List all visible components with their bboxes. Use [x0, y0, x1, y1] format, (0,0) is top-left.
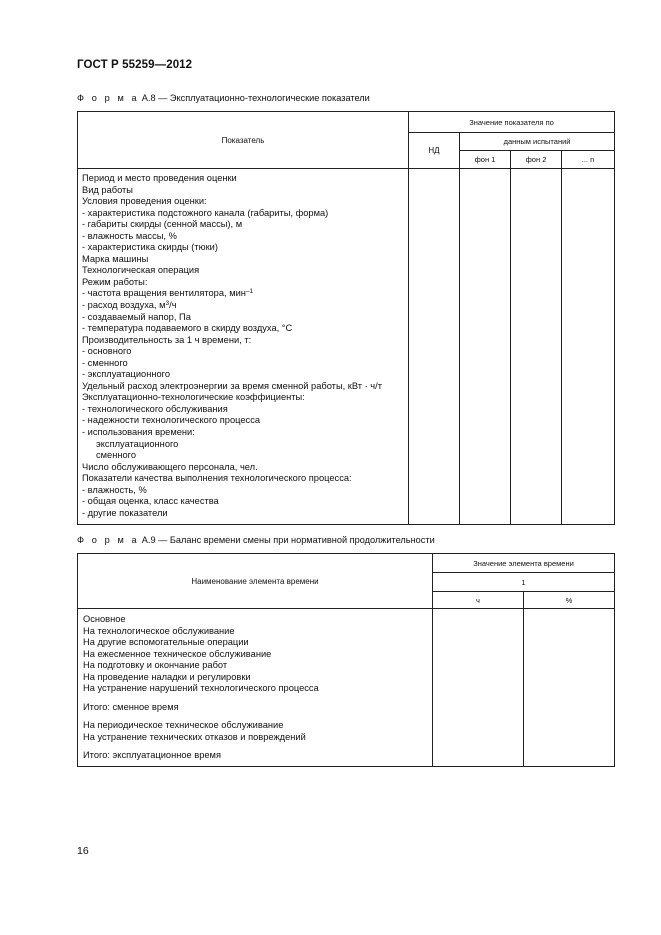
list-item: Период и место проведения оценки [82, 173, 237, 183]
a9-hours-cell[interactable] [433, 609, 524, 767]
list-item: Режим работы: [82, 276, 148, 287]
a8-header-fon1: фон 1 [460, 151, 511, 169]
a8-header-fon2: фон 2 [511, 151, 562, 169]
list-item: - использования времени: [82, 427, 195, 438]
form-a8-caption [77, 93, 370, 103]
form-a9-caption [77, 535, 435, 545]
list-item: На подготовку и окончание работ [83, 660, 228, 670]
list-item [82, 288, 408, 300]
list-item: На технологическое обслуживание [83, 625, 235, 636]
list-item: Производительность за 1 ч времени, т: [82, 334, 252, 345]
list-item: Эксплуатационно-технологические коэффициенты: [82, 392, 305, 403]
a8-fon1-cell[interactable] [460, 169, 511, 525]
rpm-label: - частота вращения вентилятора, мин [82, 288, 246, 299]
a9-percent-cell[interactable] [524, 609, 615, 767]
list-item: На устранение нарушений технологического процесса [83, 683, 319, 693]
list-item: Марка машины [82, 253, 149, 264]
form-a9-table [77, 553, 615, 767]
list-item: - сменного [82, 357, 128, 368]
list-item: - другие показатели [82, 507, 168, 518]
list-item: эксплуатационного [96, 438, 179, 449]
list-item: Условия проведения оценки: [82, 196, 207, 207]
list-item: - влажность, % [82, 484, 147, 495]
list-item: - создаваемый напор, Па [82, 311, 191, 322]
page-number: 16 [77, 845, 89, 857]
list-item: - общая оценка, класс качества [82, 496, 219, 507]
a8-header-value: Значение показателя по [409, 112, 615, 133]
a8-header-nd: НД [409, 133, 460, 169]
row-gap [83, 713, 432, 720]
list-item: Итого: эксплуатационное время [83, 750, 221, 760]
list-item: - основного [82, 346, 132, 357]
row-gap [83, 695, 432, 702]
list-item: На другие вспомогательные операции [83, 637, 249, 647]
list-item: Вид работы [82, 184, 133, 195]
a9-header-value: Значение элемента времени [433, 554, 615, 573]
a9-header-num: 1 [433, 573, 615, 592]
list-item: На устранение технических отказов и повреждений [83, 731, 306, 742]
a9-header-hours: ч [433, 592, 524, 609]
list-item: Число обслуживающего персонала, чел. [82, 461, 258, 472]
rpm-superscript: –1 [245, 288, 254, 296]
list-item: На ежесменное техническое обслуживание [83, 648, 272, 659]
list-item: Удельный расход электроэнергии за время сменной работы, кВт · ч/т [82, 380, 382, 391]
form-a9-caption-prefix: Ф о р м а [77, 535, 140, 545]
form-a9-caption-text: А.9 — Баланс времени смены при нормативной продолжительности [139, 535, 435, 545]
a9-element-list [78, 609, 433, 767]
list-item: - надежности технологического процесса [82, 415, 261, 426]
form-a8-caption-prefix: Ф о р м а [77, 93, 140, 103]
air-suffix: /ч [169, 300, 177, 311]
list-item: сменного [96, 450, 137, 461]
document-code: ГОСТ Р 55259—2012 [77, 59, 193, 71]
list-item: - характеристика скирды (тюки) [82, 242, 218, 253]
air-superscript: 3 [165, 300, 170, 308]
a8-header-fon-n: ... n [562, 151, 615, 169]
a8-nd-cell[interactable] [409, 169, 460, 525]
a8-header-indicator: Показатель [78, 112, 409, 169]
form-a8-caption-text: А.8 — Эксплуатационно-технологические показатели [139, 93, 370, 103]
list-item: Показатели качества выполнения технологического процесса: [82, 473, 352, 484]
air-label: - расход воздуха, м [82, 300, 166, 311]
list-item: - эксплуатационного [82, 369, 171, 380]
list-item: - технологического обслуживания [82, 403, 228, 414]
list-item: - влажность массы, % [82, 230, 177, 241]
list-item: - габариты скирды (сенной массы), м [82, 219, 243, 230]
a8-indicator-list [78, 169, 409, 525]
form-a8-table [77, 111, 615, 525]
a8-header-test-data: данным испытаний [460, 133, 615, 151]
list-item: Итого: сменное время [83, 701, 179, 712]
list-item: На проведение наладки и регулировки [83, 671, 251, 682]
a8-fon-n-cell[interactable] [562, 169, 615, 525]
a9-header-element: Наименование элемента времени [78, 554, 433, 609]
list-item: Основное [83, 614, 126, 624]
list-item: На периодическое техническое обслуживание [83, 720, 284, 730]
list-item: - характеристика подстожного канала (габариты, форма) [82, 207, 329, 218]
list-item: Технологическая операция [82, 265, 200, 276]
a8-fon2-cell[interactable] [511, 169, 562, 525]
list-item [82, 300, 408, 312]
row-gap [83, 743, 432, 750]
list-item: - температура подаваемого в скирду воздуха, °С [82, 323, 293, 334]
a9-header-percent: % [524, 592, 615, 609]
